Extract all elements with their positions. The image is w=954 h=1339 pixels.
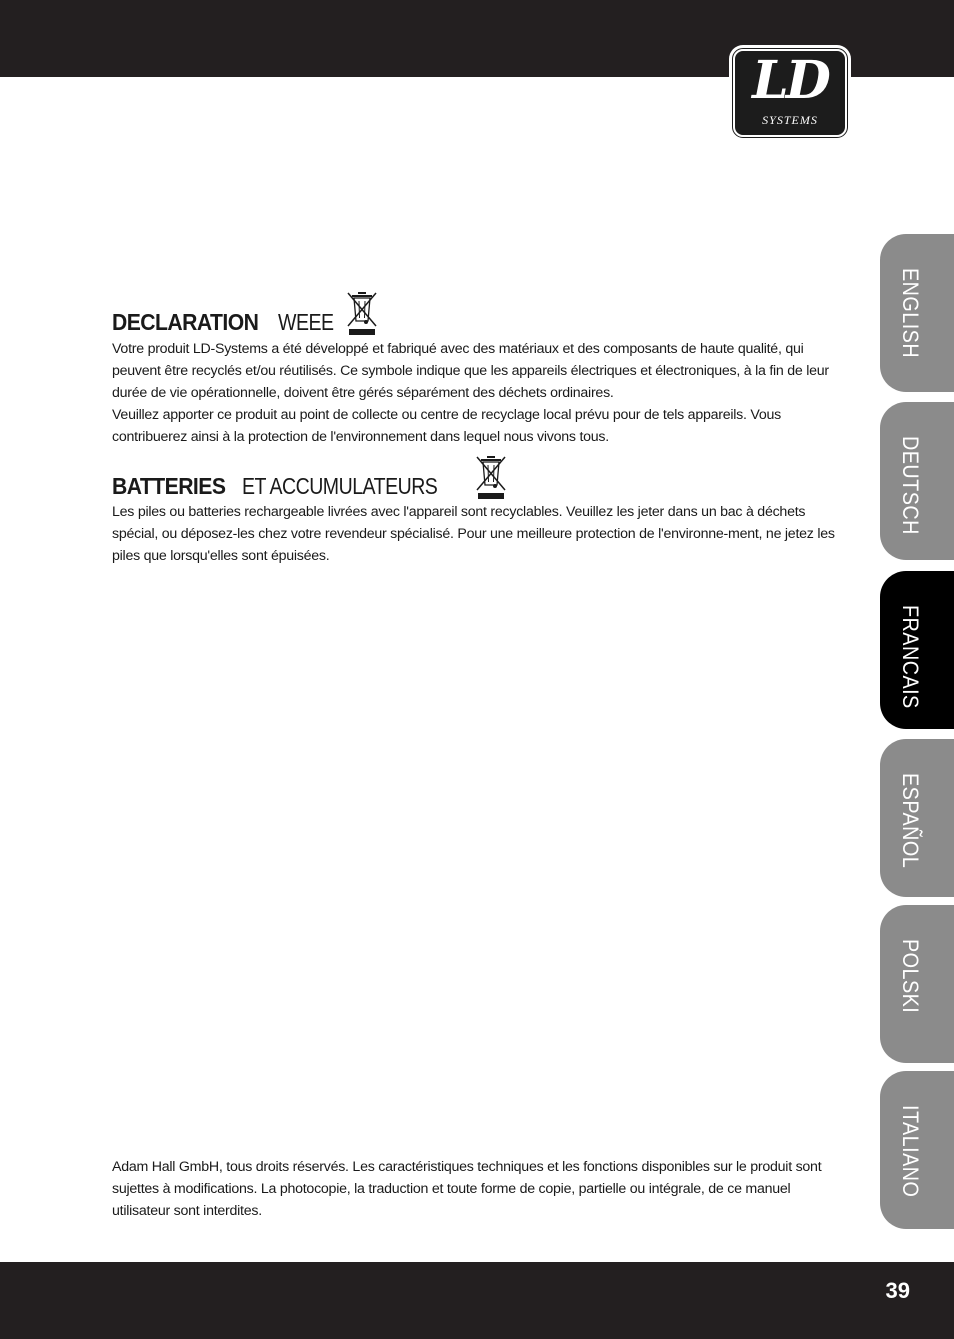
batteries-paragraph: Les piles ou batteries rechargeable livrées avec l'appareil sont recyclables. Veuillez les jeter dans un bac à déchets spécial, ou déposez-les chez votre revendeur spécialisé. Pour une meilleure protection de l'environne-ment, ne jetez les piles que lorsqu'elles sont épuisées. [112, 504, 835, 564]
batteries-heading-light: ET ACCUMULATEURS [242, 473, 438, 499]
tab-label: DEUTSCH [898, 436, 923, 535]
crossed-wheelie-bin-icon [474, 454, 508, 500]
tab-deutsch[interactable] [880, 402, 954, 560]
tab-label: POLSKI [898, 939, 923, 1014]
batteries-heading [112, 454, 508, 500]
logo-main-text: LD [752, 50, 828, 111]
tab-francais[interactable] [880, 571, 954, 729]
weee-heading [112, 290, 379, 336]
weee-heading-light: WEEE [278, 309, 334, 335]
logo-sub-text: SYSTEMS [762, 113, 818, 127]
tab-italiano[interactable] [880, 1071, 954, 1229]
bottom-bar [0, 1262, 954, 1339]
tab-label: ENGLISH [898, 268, 923, 359]
page-number: 39 [885, 1278, 910, 1303]
weee-paragraph: Veuillez apporter ce produit au point de collecte ou centre de recyclage local prévu pour de tels appareils. Vous contribuerez ainsi à la protection de l'environnement dans lequel nous vivons tous. [112, 407, 781, 445]
tab-label: ITALIANO [898, 1105, 923, 1198]
weee-paragraph: Votre produit LD-Systems a été développé et fabriqué avec des matériaux et des composants de haute qualité, qui peuvent être recyclés et/ou réutilisés. Ce symbole indique que les appareils électriques et électroniques, à la fin de leur durée de vie opérationnelle, doivent être gérés séparément des déchets ordinaires. [112, 341, 829, 401]
tab-espanol[interactable] [880, 739, 954, 897]
crossed-wheelie-bin-icon [345, 290, 379, 336]
ld-systems-logo [729, 45, 851, 141]
weee-body [112, 338, 842, 448]
copyright-note: Adam Hall GmbH, tous droits réservés. Les caractéristiques techniques et les fonctions disponibles sur le produit sont sujettes à modifications. La photocopie, la traduction et toute forme de copie, partielle ou intégrale, de ce manuel utilisateur sont interdites. [112, 1159, 822, 1219]
batteries-body [112, 501, 842, 567]
tab-label: ESPAÑOL [898, 773, 923, 869]
weee-heading-bold: DECLARATION [112, 309, 259, 335]
tab-english[interactable] [880, 234, 954, 392]
batteries-heading-bold: BATTERIES [112, 473, 226, 499]
tab-polski[interactable] [880, 905, 954, 1063]
tab-label: FRANCAIS [898, 605, 923, 709]
